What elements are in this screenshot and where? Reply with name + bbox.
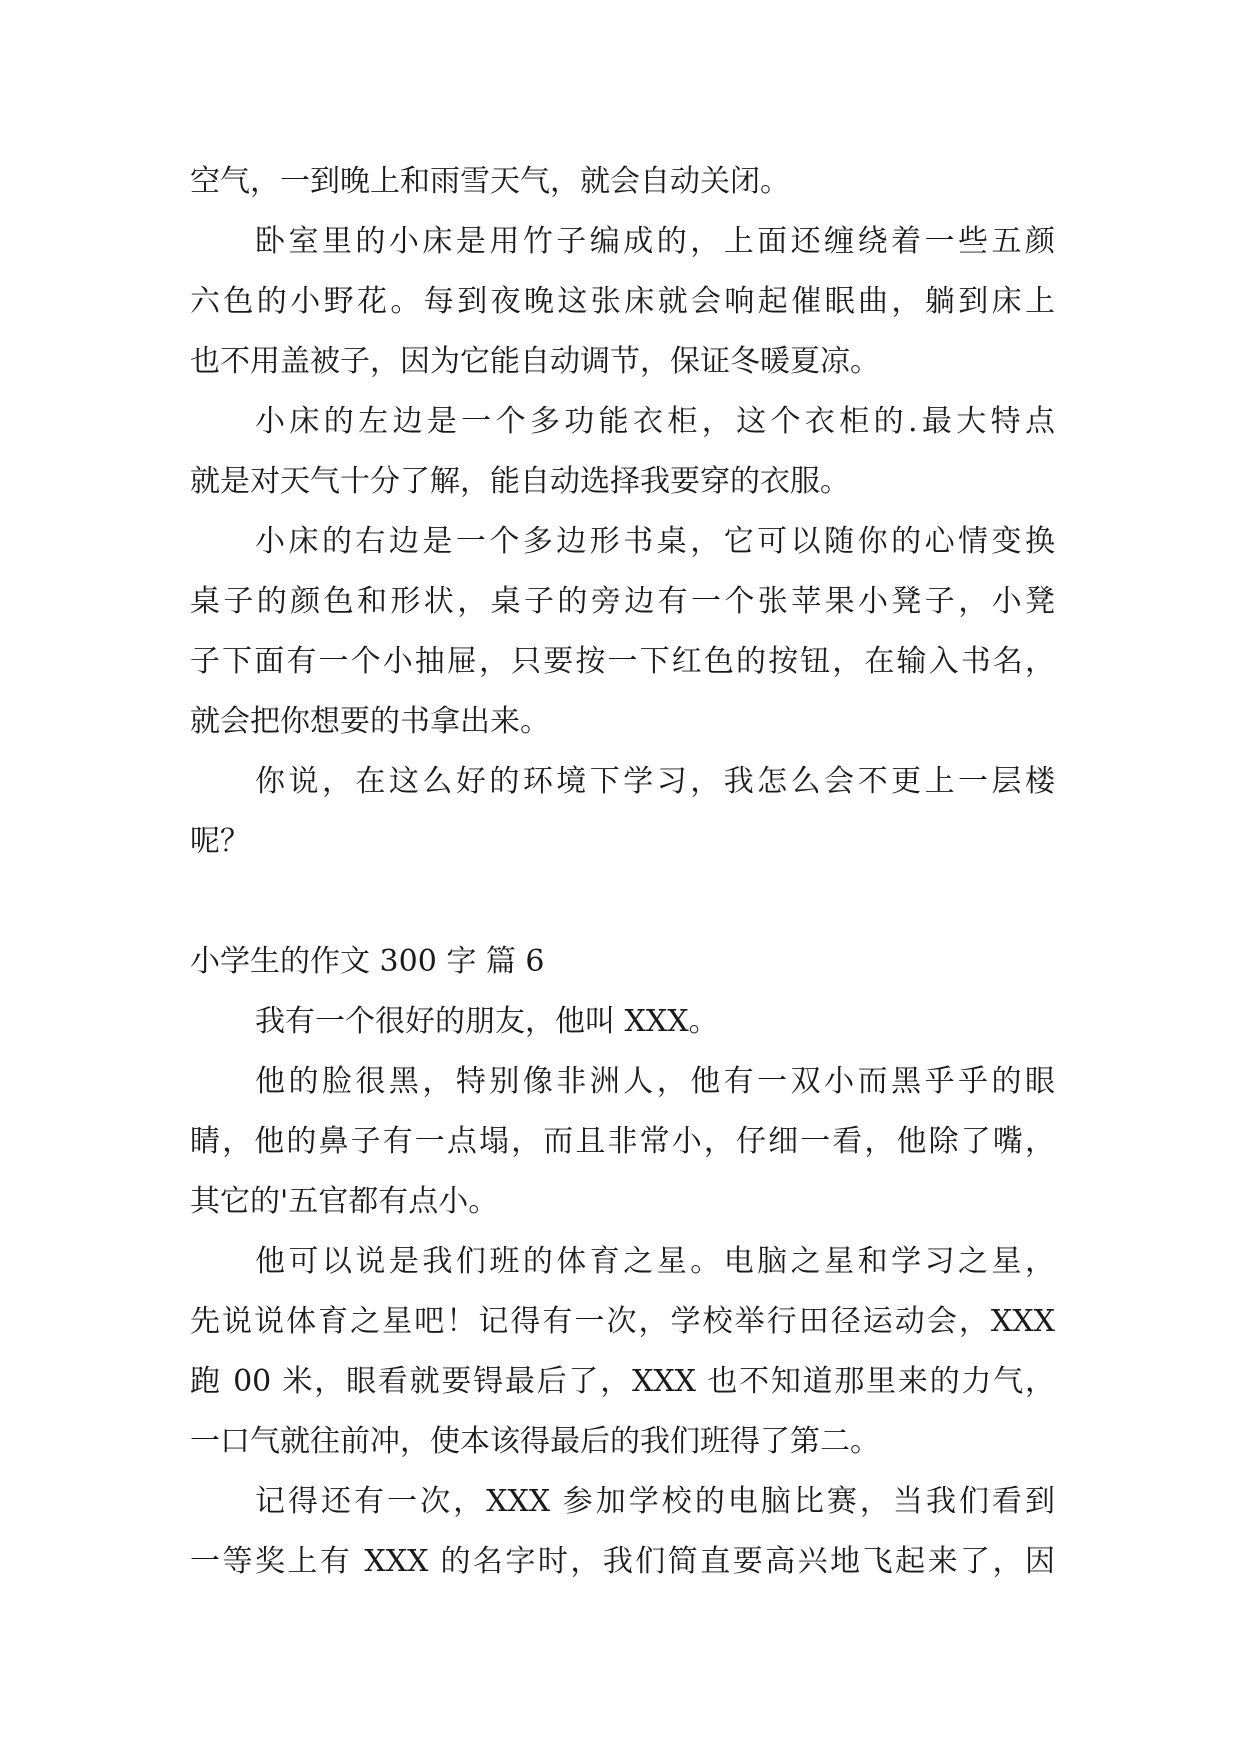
text-line: 我有一个很好的朋友，他叫 XXX。: [255, 1004, 719, 1039]
paragraph-6: [190, 992, 1055, 1052]
text-line: 跑 00 米，眼看就要锝最后了，XXX 也不知道那里来的力气，: [190, 1364, 1055, 1399]
paragraph-7: [190, 1052, 1055, 1232]
paragraph-9: [190, 1472, 1055, 1592]
paragraph-2: [190, 212, 1055, 392]
paragraph-4: [190, 512, 1055, 752]
text-line: 小床的右边是一个多边形书桌，它可以随你的心情变换: [255, 524, 1055, 559]
text-line: 也不用盖被子，因为它能自动调节，保证冬暖夏凉。: [190, 344, 880, 379]
paragraph-1: [190, 152, 1055, 212]
essay-body: [190, 152, 1055, 1592]
paragraph-3: [190, 392, 1055, 512]
paragraph-8: [190, 1232, 1055, 1472]
text-line: 桌子的颜色和形状，桌子的旁边有一个张苹果小凳子，小凳: [190, 584, 1055, 619]
text-line: 一等奖上有 XXX 的名字时，我们简直要高兴地飞起来了，因: [190, 1544, 1055, 1579]
section-gap: [190, 872, 1055, 932]
section-heading: 小学生的作文 300 字 篇 6: [190, 944, 545, 979]
text-line: 一口气就往前冲，使本该得最后的我们班得了第二。: [190, 1424, 880, 1459]
text-line: 空气，一到晚上和雨雪天气，就会自动关闭。: [190, 164, 790, 199]
text-line: 他可以说是我们班的体育之星。电脑之星和学习之星，: [255, 1244, 1055, 1279]
text-line: 他的脸很黑，特别像非洲人，他有一双小而黑乎乎的眼: [255, 1064, 1055, 1099]
text-line: 就会把你想要的书拿出来。: [190, 704, 550, 739]
text-line: 小床的左边是一个多功能衣柜，这个衣柜的.最大特点: [255, 404, 1055, 439]
text-line: 睛，他的鼻子有一点塌，而且非常小，仔细一看，他除了嘴，: [190, 1124, 1055, 1159]
text-line: 六色的小野花。每到夜晚这张床就会响起催眠曲，躺到床上: [190, 284, 1055, 319]
text-line: 卧室里的小床是用竹子编成的，上面还缠绕着一些五颜: [255, 224, 1055, 259]
text-line: 子下面有一个小抽屉，只要按一下红色的按钮，在输入书名，: [190, 644, 1055, 679]
text-line: 就是对天气十分了解，能自动选择我要穿的衣服。: [190, 464, 850, 499]
text-line: 记得还有一次，XXX 参加学校的电脑比赛，当我们看到: [255, 1484, 1055, 1519]
paragraph-5: [190, 752, 1055, 872]
text-line: 你说，在这么好的环境下学习，我怎么会不更上一层楼: [255, 764, 1055, 799]
text-line: 先说说体育之星吧！记得有一次，学校举行田径运动会，XXX: [190, 1304, 1055, 1339]
text-line: 呢？: [190, 824, 250, 859]
text-line: 其它的'五官都有点小。: [190, 1184, 499, 1219]
